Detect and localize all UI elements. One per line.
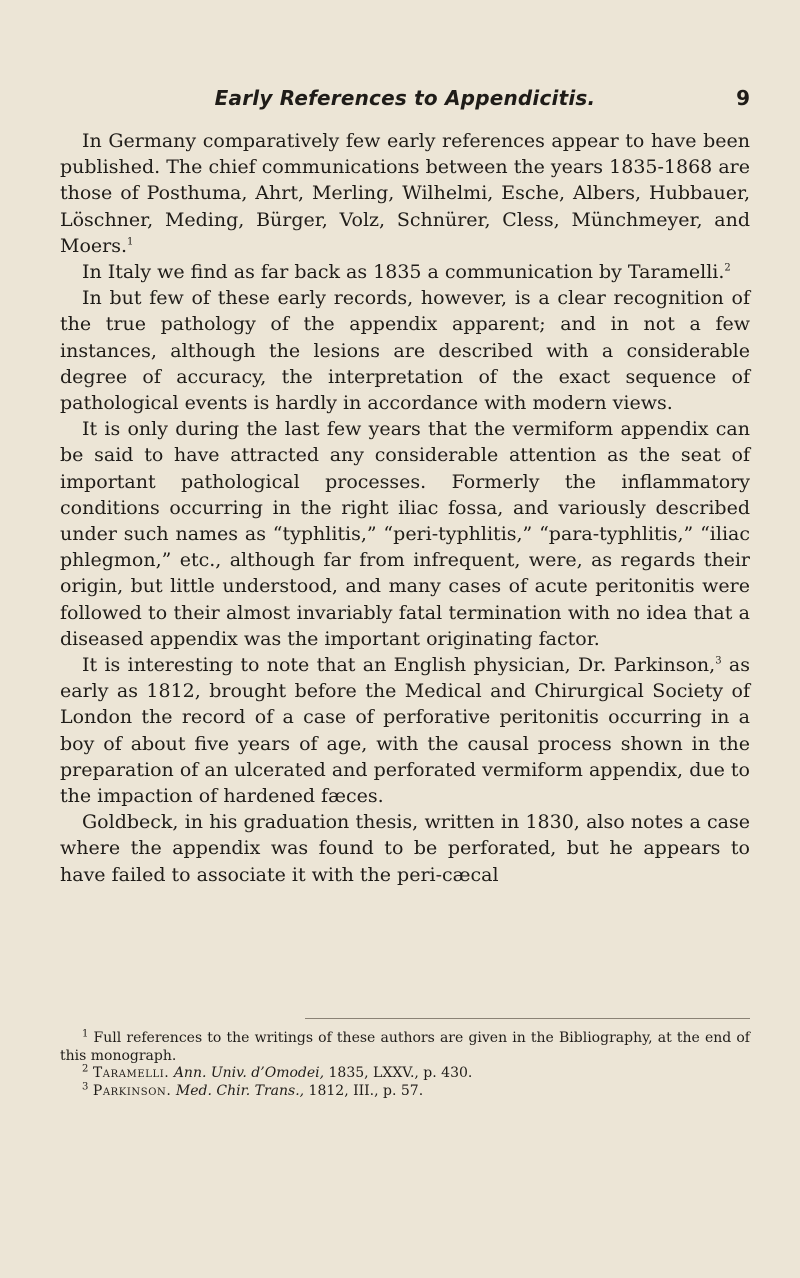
paragraph-text: Goldbeck, in his graduation thesis, written in 1830, also notes a case where the appendix was found to be perforated, but he appears to have failed to associate it with the peri-cæcal: [60, 811, 750, 886]
paragraph-text: as early as 1812, brought before the Medical and Chirurgical Society of London the record of a case of perforative peritonitis occurring in a boy of about five years of age, with the causal process shown in the preparation of an ulcerated and perforated vermiform appendix, due to the impaction of hardened fæces.: [60, 654, 750, 808]
footnote-source: Ann. Univ. d’Omodei,: [173, 1065, 325, 1081]
paragraph-text: In but few of these early records, however, is a clear recognition of the true pathology of the appendix apparent; and in not a few instances, although the lesions are described with a considerable degree of accuracy, the interpretation of the exact sequence of pathological events is hardly in accordance with modern views.: [60, 287, 750, 415]
paragraph: [60, 259, 750, 285]
paragraph: [60, 128, 750, 259]
footnote-marker: 2: [82, 1063, 89, 1075]
body-text: [60, 128, 750, 888]
paragraph: [60, 809, 750, 888]
footnotes: [60, 1030, 750, 1100]
footnote-text: 1835, LXXV., p. 430.: [324, 1065, 473, 1081]
footnote-ref: 2: [724, 262, 731, 274]
paragraph: [60, 285, 750, 416]
running-title: Early References to Appendicitis.: [214, 86, 596, 110]
footnote-marker: 1: [82, 1028, 89, 1040]
paragraph-text: In Germany comparatively few early references appear to have been published. The chief communications between the years 1835-1868 are those of Posthuma, Ahrt, Merling, Wilhelmi, Esche, Albers, Hubbauer, Löschner, Meding, Bürger, Volz, Schnürer, Cless, Münchmeyer, and Moers.: [60, 130, 750, 257]
paragraph-text: In Italy we find as far back as 1835 a communication by Taramelli.: [82, 261, 725, 284]
footnote-ref: 1: [127, 236, 134, 248]
page-header: [60, 86, 750, 116]
footnote-author: Taramelli.: [92, 1065, 170, 1081]
paragraph-text: It is interesting to note that an English physician, Dr. Parkinson,: [82, 654, 716, 677]
footnote-author: Parkinson.: [92, 1082, 172, 1099]
footnote-text: 1812, III., p. 57.: [304, 1082, 424, 1099]
footnote-text: Full references to the writings of these authors are given in the Bibliography, at the end of this monograph.: [60, 1030, 750, 1064]
footnote: [60, 1030, 750, 1065]
footnote-marker: 3: [82, 1080, 89, 1092]
page-number: 9: [736, 86, 750, 110]
footnote-source: Med. Chir. Trans.,: [175, 1082, 305, 1099]
paragraph: [60, 652, 750, 809]
paragraph: [60, 416, 750, 652]
footnote-ref: 3: [715, 655, 722, 667]
footnote: [60, 1080, 750, 1101]
footnote-divider: [305, 1018, 750, 1019]
paragraph-text: It is only during the last few years that the vermiform appendix can be said to have attracted any considerable attention as the seat of important pathological processes. Formerly the inflammatory conditions occurring in the right iliac fossa, and variously described under such names as “typhlitis,” “peri-typhlitis,” “para-typhlitis,” “iliac phlegmon,” etc., although far from infrequent, were, as regards their origin, but little understood, and many cases of acute peritonitis were followed to their almost invariably fatal termination with no idea that a diseased appendix was the important originating factor.: [60, 418, 750, 650]
footnote: [60, 1065, 750, 1083]
